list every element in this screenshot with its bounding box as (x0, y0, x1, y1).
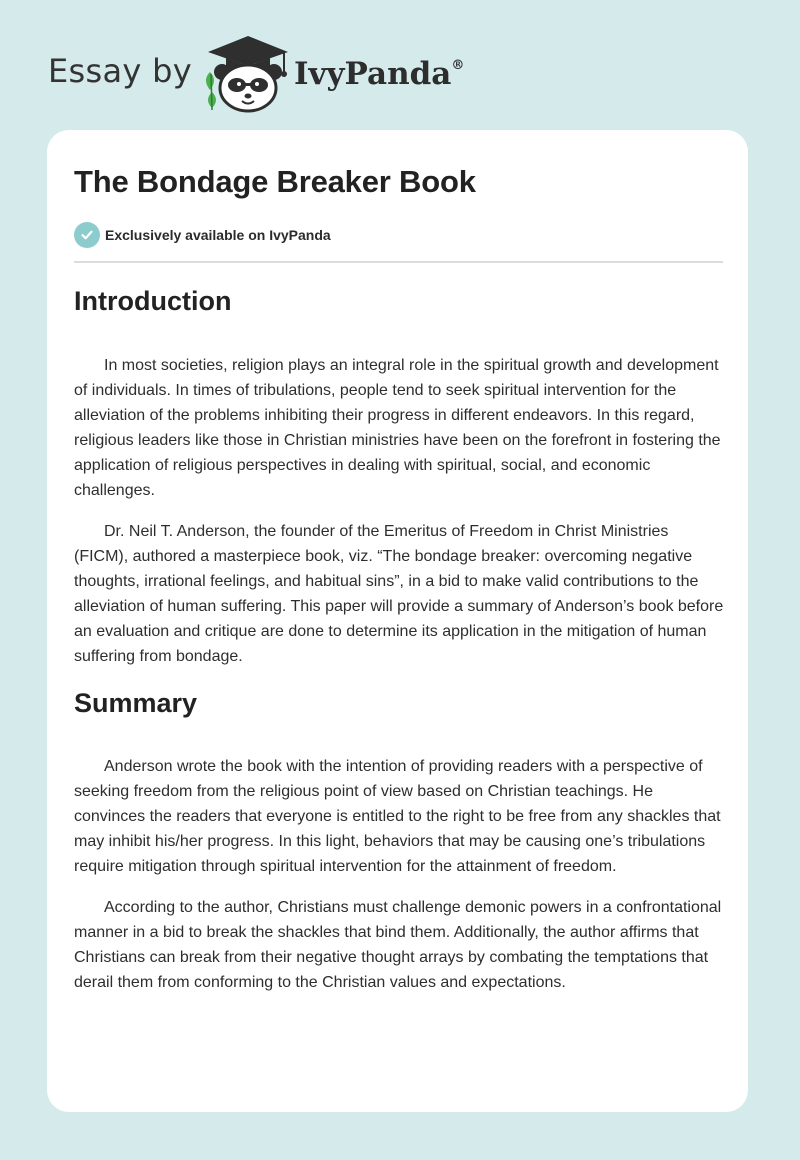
ivypanda-panda-logo-icon[interactable] (200, 30, 296, 114)
page-title: The Bondage Breaker Book (74, 164, 476, 199)
ivypanda-brand-name[interactable] (294, 56, 464, 92)
essay-card (47, 130, 748, 1112)
title-divider (74, 261, 723, 263)
paragraph: According to the author, Christians must challenge demonic powers in a confrontational manner in a bid to break the shackles that bind them. Additionally, the author affirms that Christians can break from their negative thought arrays by combating the temptations that derail them from conforming to the Christian values and expectations. (74, 899, 722, 991)
exclusive-badge-text: Exclusively available on IvyPanda (105, 227, 331, 243)
section-heading-summary: Summary (74, 688, 198, 718)
paragraph: Dr. Neil T. Anderson, the founder of the Emeritus of Freedom in Christ Ministries (FICM), authored a masterpiece book, viz. “The bondage breaker: overcoming negative thoughts, irrational feelings, and habitual sins”, in a bid to make valid contributions to the alleviation of human suffering. This paper will provide a summary of Anderson’s book before an evaluation and critique are done to determine its application in the mitigation of human suffering from bondage. (74, 523, 724, 665)
essay-by-label: Essay by (48, 52, 192, 90)
check-circle-icon (74, 222, 100, 248)
brand-text: IvyPanda (294, 56, 452, 92)
registered-mark: ® (451, 57, 465, 73)
essay-body (74, 283, 724, 995)
paragraph: Anderson wrote the book with the intention of providing readers with a perspective of seeking freedom from the religious point of view based on Christian teachings. He convinces the readers that everyone is entitled to the right to be free from any shackles that may inhibit his/her progress. In this light, behaviors that may be causing one’s tribulations require mitigation through spiritual intervention for the attainment of freedom. (74, 758, 721, 875)
section-heading-introduction: Introduction (74, 286, 232, 316)
site-header (48, 30, 548, 114)
exclusive-badge (74, 222, 331, 248)
paragraph: In most societies, religion plays an integral role in the spiritual growth and development of individuals. In times of tribulations, people tend to seek spiritual intervention for the alleviation of the problems inhibiting their progress in different endeavors. In this regard, religious leaders like those in Christian ministries have been on the forefront in fostering the application of religious perspectives in dealing with spiritual, social, and economic challenges. (74, 357, 721, 499)
